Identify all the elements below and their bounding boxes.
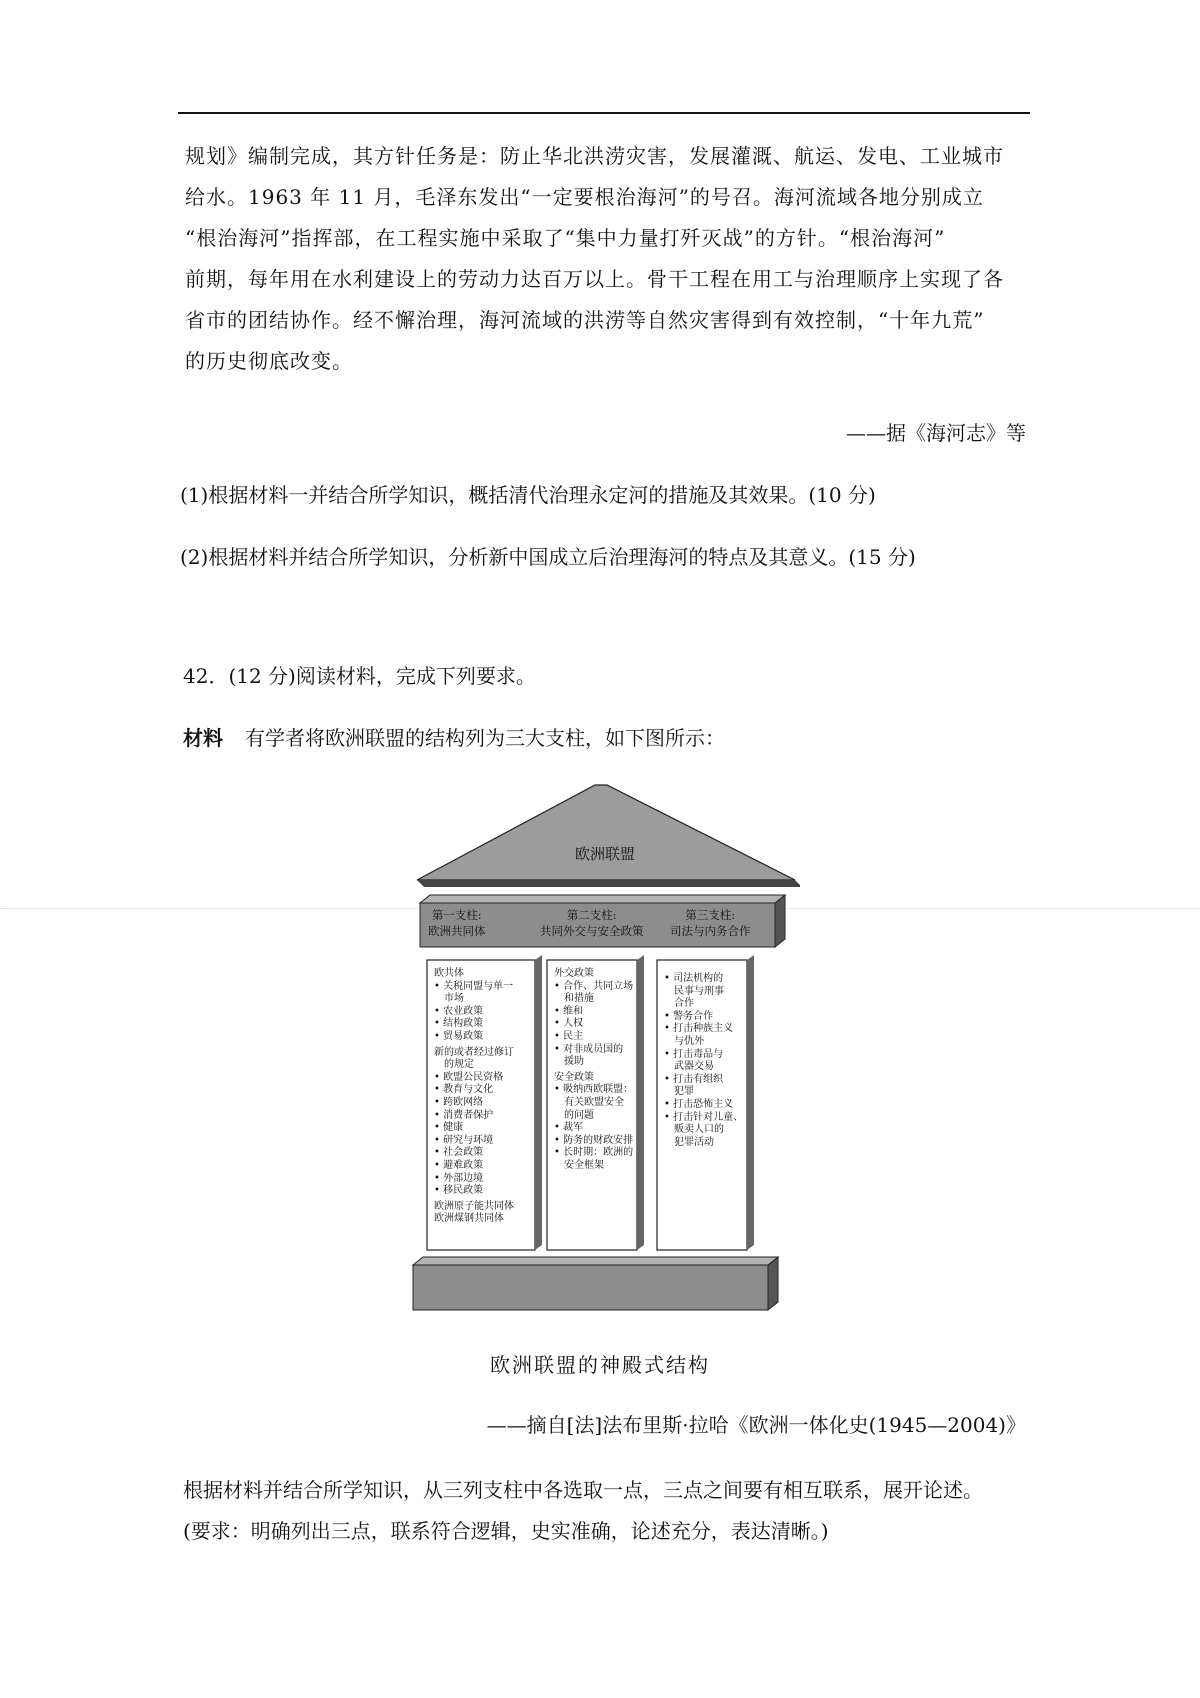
roof-shadow (417, 880, 800, 887)
list-item: • 吸纳西欧联盟： (554, 1084, 634, 1096)
header-rule (178, 112, 1030, 114)
list-item: • 打击有组织 (664, 1073, 724, 1085)
list-item: 犯罪 (674, 1086, 694, 1098)
list-item: 贩卖人口的 (674, 1124, 724, 1136)
list-item: • 健康 (434, 1122, 464, 1134)
list-item: • 外部边境 (434, 1172, 484, 1184)
list-item: • 维和 (554, 1005, 584, 1017)
list-item: 有关欧盟安全 (564, 1096, 624, 1108)
continued-paragraph (185, 136, 1030, 382)
column-2-text (554, 968, 633, 1173)
source-citation: ——据《海河志》等 (846, 421, 1026, 445)
pillar-title: 第一支柱: (431, 908, 482, 922)
column-2-side (637, 955, 644, 1250)
column-3-side (747, 955, 754, 1250)
question-41-2: (2)根据材料并结合所学知识，分析新中国成立后治理海河的特点及其意义。(15 分) (180, 545, 916, 569)
column-heading: 欧共体 (434, 968, 464, 979)
paragraph-line: 给水。1963 年 11 月，毛泽东发出“一定要根治海河”的号召。海河流域各地分别成立 (185, 185, 984, 209)
eu-temple-diagram (410, 775, 800, 1315)
list-item: • 裁军 (554, 1122, 584, 1134)
material-tag: 材料 (183, 726, 223, 750)
question-41-1: (1)根据材料一并结合所学知识，概括清代治理永定河的措施及其效果。(10 分) (180, 483, 876, 507)
list-item: • 打击恐怖主义 (664, 1098, 734, 1110)
pillar-3-header (670, 907, 751, 939)
list-item: • 民主 (554, 1030, 584, 1042)
pillar-title: 第二支柱: (566, 908, 617, 922)
column-heading: 安全政策 (554, 1071, 594, 1083)
pillar-subtitle: 共同外交与安全政策 (540, 924, 644, 938)
paragraph-line: 规划》编制完成，其方针任务是：防止华北洪涝灾害，发展灌溉、航运、发电、工业城市 (185, 144, 1004, 168)
figure-source: ——摘自[法]法布里斯·拉哈《欧洲一体化史(1945—2004)》 (486, 1413, 1026, 1437)
prompt-line: 根据材料并结合所学知识，从三列支柱中各选取一点，三点之间要有相互联系，展开论述。 (183, 1478, 983, 1502)
list-item: • 打击毒品与 (664, 1048, 724, 1060)
base-front (413, 1265, 768, 1310)
paragraph-line: “根治海河”指挥部，在工程实施中采取了“集中力量打歼灭战”的方针。“根治海河” (185, 226, 946, 250)
list-item: 和措施 (564, 993, 594, 1005)
list-item: • 警务合作 (664, 1010, 714, 1022)
material-line (183, 722, 725, 751)
paragraph-line: 的历史彻底改变。 (185, 349, 353, 373)
list-item: 与仇外 (674, 1035, 704, 1047)
list-item: • 防务的财政安排 (554, 1134, 634, 1146)
list-item: 民事与刑事 (674, 985, 724, 997)
question-42-header: 42．(12 分)阅读材料，完成下列要求。 (183, 664, 536, 688)
list-item: • 社会政策 (434, 1147, 484, 1159)
list-item: • 贸易政策 (434, 1030, 484, 1042)
list-item: • 结构政策 (434, 1018, 484, 1030)
list-item: • 移民政策 (434, 1185, 484, 1197)
list-item: • 司法机构的 (664, 973, 724, 984)
list-item: 市场 (444, 993, 464, 1005)
list-item: 安全框架 (564, 1159, 604, 1171)
pillar-2-header (540, 907, 644, 939)
list-item: 援助 (564, 1056, 584, 1068)
beam-side (775, 895, 785, 947)
list-item: 合作 (674, 998, 694, 1010)
paragraph-line: 前期，每年用在水利建设上的劳动力达百万以上。骨干工程在用工与治理顺序上实现了各 (185, 267, 1004, 291)
roof-label: 欧洲联盟 (574, 845, 635, 863)
list-item: • 教育与文化 (434, 1084, 494, 1096)
pillar-subtitle: 司法与内务合作 (670, 924, 751, 938)
pillar-1-header (428, 907, 486, 939)
list-item: • 长时期：欧洲的 (554, 1147, 634, 1159)
column-heading: 外交政策 (554, 968, 594, 979)
column-1-side (535, 955, 542, 1250)
pillar-headers (430, 907, 750, 952)
beam-top (420, 895, 785, 903)
column-heading: 的规定 (444, 1059, 474, 1071)
column-heading: 新的或者经过修订 (434, 1046, 514, 1058)
list-item: • 对非成员国的 (554, 1043, 624, 1055)
list-item: • 研究与环境 (434, 1134, 494, 1146)
list-item: • 打击种族主义 (664, 1023, 734, 1035)
pillar-title: 第三支柱: (685, 908, 736, 922)
list-item: • 消费者保护 (434, 1109, 494, 1121)
list-item: • 欧盟公民资格 (434, 1071, 504, 1083)
list-item: 的问题 (564, 1109, 594, 1121)
list-item: • 合作、共同立场 (554, 980, 634, 992)
list-item: • 农业政策 (434, 1005, 484, 1017)
paragraph-line: 省市的团结协作。经不懈治理，海河流域的洪涝等自然灾害得到有效控制，“十年九荒” (185, 308, 985, 332)
pillar-subtitle: 欧洲共同体 (428, 924, 486, 938)
base-side (768, 1257, 778, 1310)
roof-shape (417, 785, 795, 880)
list-item: • 避难政策 (434, 1159, 484, 1171)
prompt-line: (要求：明确列出三点，联系符合逻辑，史实准确，论述充分，表达清晰。) (183, 1519, 829, 1543)
list-item: 欧洲煤钢共同体 (434, 1213, 504, 1225)
material-text: 有学者将欧洲联盟的结构列为三大支柱，如下图所示： (245, 726, 725, 750)
list-item: 武器交易 (674, 1061, 714, 1073)
base-top (413, 1257, 778, 1265)
list-item: • 跨欧网络 (434, 1096, 484, 1108)
list-item: 欧洲原子能共同体 (434, 1200, 514, 1212)
list-item: • 关税同盟与单一 (434, 980, 514, 992)
list-item: • 打击针对儿童、 (664, 1111, 744, 1123)
list-item: • 人权 (554, 1018, 584, 1030)
column-1-text (434, 968, 514, 1226)
column-3-text (664, 973, 743, 1149)
figure-caption: 欧洲联盟的神殿式结构 (490, 1353, 710, 1377)
list-item: 犯罪活动 (674, 1136, 714, 1148)
